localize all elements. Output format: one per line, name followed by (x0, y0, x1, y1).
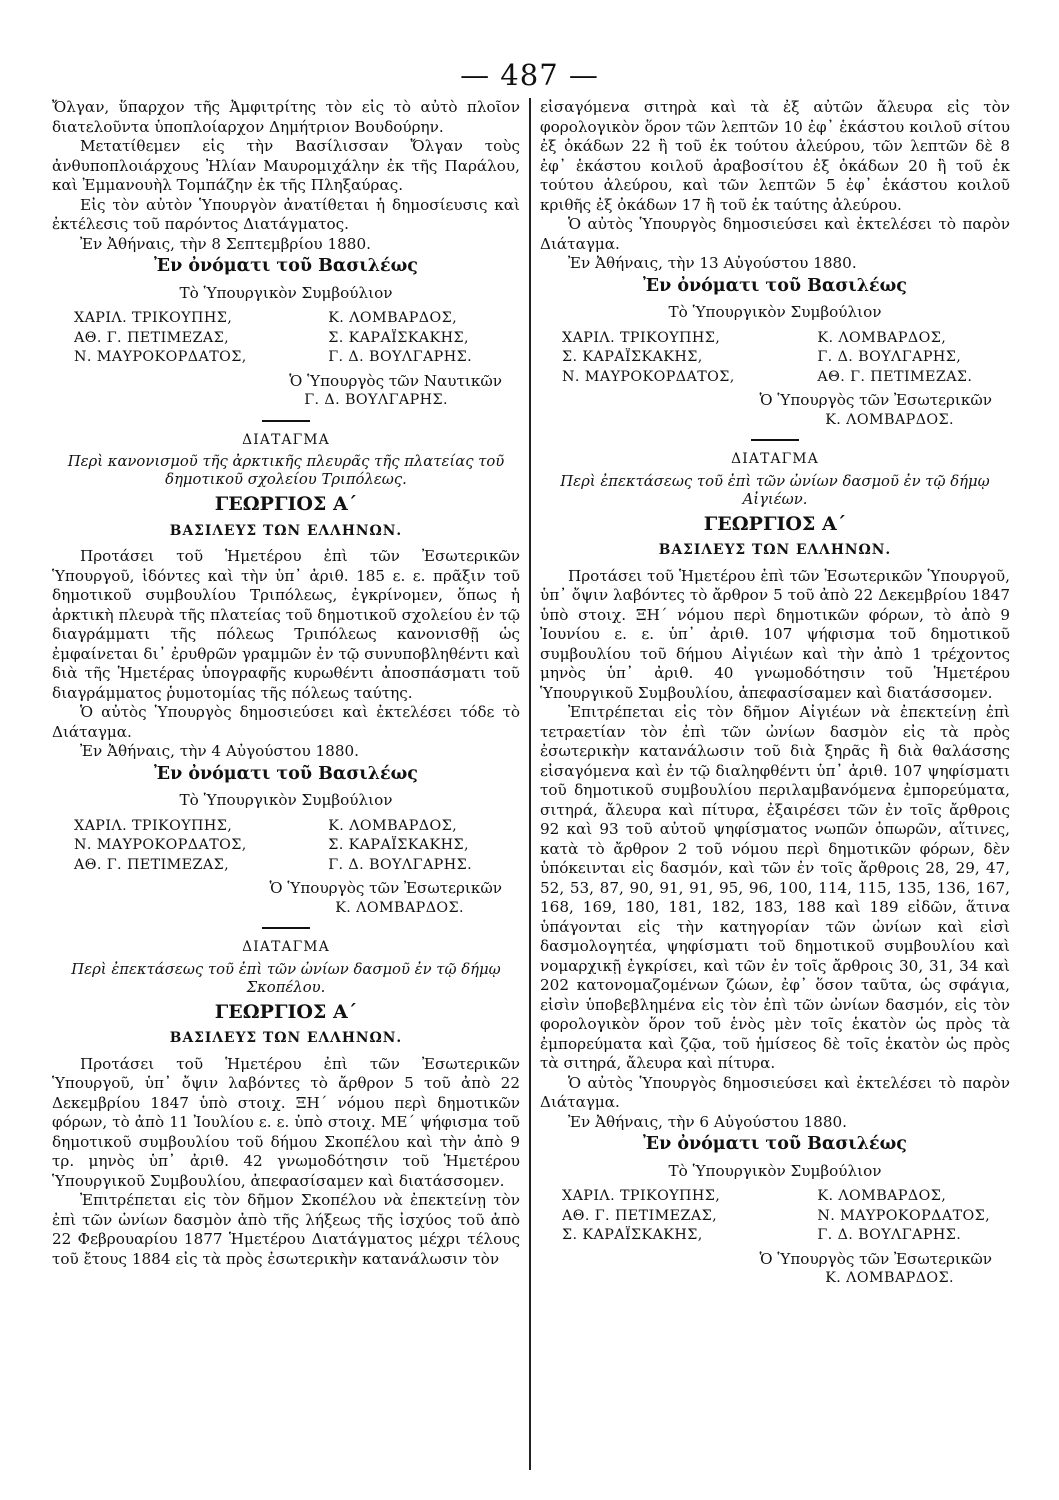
paragraph: εἰσαγόμενα σιτηρὰ καὶ τὰ ἐξ αὐτῶν ἄλευρα εἰς τὸν φορολογικὸν ὅρον τῶν λεπτῶν 10 ἐφ᾿ ἑκάστου κοιλοῦ σίτου ἐξ ὀκάδων 22 ἢ τοῦ ἐκ τούτου ἀλεύρου, τῶν λεπτῶν δὲ 8 ἐφ᾿ ἑκάστου κοιλοῦ ἀραβοσίτου ἐξ ὀκάδων 20 ἢ τοῦ ἐκ τούτου ἀλεύρου, καὶ τῶν λεπτῶν 5 ἐφ᾿ ἑκάστου κοιλοῦ κριθῆς ἐξ ὀκάδων 17 ἢ τοῦ ἐκ ταύτης ἀλεύρου. (540, 98, 1010, 214)
minister-title: Ὁ Ὑπουργὸς τῶν Ἐσωτερικῶν (759, 391, 992, 409)
section-rule (262, 420, 310, 422)
signatory: ΑΘ. Γ. ΠΕΤΙΜΕΖΑΣ, (74, 856, 230, 873)
signatories (52, 817, 520, 876)
signatory: Ν. ΜΑΥΡΟΚΟΡΔΑΤΟΣ, (74, 837, 247, 853)
signatory: Ν. ΜΑΥΡΟΚΟΡΔΑΤΟΣ, (562, 368, 735, 385)
section-rule (751, 439, 799, 441)
signatories (540, 329, 1010, 388)
signatory: Σ. ΚΑΡΑΪΣΚΑΚΗΣ, (562, 1227, 703, 1243)
council-heading: Τὸ Ὑπουργικὸν Συμβούλιον (179, 283, 393, 302)
signatory: Ν. ΜΑΥΡΟΚΟΡΔΑΤΟΣ, (74, 349, 247, 365)
council-heading: Τὸ Ὑπουργικὸν Συμβούλιον (179, 791, 393, 809)
paragraph: Ὄλγαν, ὕπαρχον τῆς Ἀμφιτρίτης τὸν εἰς τὸ αὐτὸ πλοῖον διατελοῦντα ὑποπλοίαρχον Δημήτριον Βουδούρην. (52, 98, 520, 136)
minister-name: Κ. ΛΟΜΒΑΡΔΟΣ. (335, 899, 464, 916)
signatory: Γ. Δ. ΒΟΥΛΓΑΡΗΣ. (328, 349, 473, 365)
signatory: Σ. ΚΑΡΑΪΣΚΑΚΗΣ, (562, 349, 703, 365)
paragraph: Προτάσει τοῦ Ἡμετέρου ἐπὶ τῶν Ἐσωτερικῶν Ὑπουργοῦ, ὑπ᾿ ὄψιν λαβόντες τὸ ἄρθρον 5 τοῦ ἀπὸ 22 Δεκεμβρίου 1847 ὑπὸ στοιχ. ΞΗ΄ νόμου περὶ δημοτικῶν φόρων, τὸ ἀπὸ 11 Ἰουλίου ε. ε. ὑπὸ στοιχ. ΜΕ΄ ψήφισμα τοῦ δημοτικοῦ συμβουλίου τοῦ δήμου Σκοπέλου καὶ τὴν ἀπὸ 9 τρ. μηνὸς ὑπ᾿ ἀριθ. 42 γνωμοδότησιν τοῦ Ἡμετέρου Ὑπουργικοῦ Συμβουλίου, ἀπεφασίσαμεν καὶ διατάσσομεν. (52, 1054, 520, 1190)
decree-date: Ἐν Ἀθήναις, τὴν 4 Αὐγούστου 1880. (80, 742, 359, 760)
signatory: ΧΑΡΙΛ. ΤΡΙΚΟΥΠΗΣ, (562, 1188, 721, 1204)
decree-subject: Περὶ κανονισμοῦ τῆς ἀρκτικῆς πλευρᾶς τῆς πλατείας τοῦ δημοτικοῦ σχολείου Τριπόλεως. (67, 453, 505, 488)
signatory: Γ. Δ. ΒΟΥΛΓΑΡΗΣ, (817, 349, 962, 365)
king-name: ΓΕΩΡΓΙΟΣ Α΄ (703, 512, 847, 535)
decree-heading: ΔΙΑΤΑΓΜΑ (731, 451, 819, 467)
signatory: Κ. ΛΟΜΒΑΡΔΟΣ, (817, 1188, 947, 1204)
signatory: ΑΘ. Γ. ΠΕΤΙΜΕΖΑΣ, (562, 1207, 718, 1224)
paragraph: Προτάσει τοῦ Ἡμετέρου ἐπὶ τῶν Ἐσωτερικῶν Ὑπουργοῦ, ἰδόντες καὶ τὴν ὑπ᾿ ἀριθ. 185 ε. ε. πρᾶξιν τοῦ δημοτικοῦ συμβουλίου Τριπόλεως, ἐγκρίνομεν, ὅπως ἡ ἀρκτικὴ πλευρὰ τῆς πλατείας τοῦ δημοτικοῦ σχολείου ἐν τῷ διαγράμματι τῆς πόλεως Τριπόλεως κανονισθῇ ὡς ἐμφαίνεται δι᾿ ἐρυθρῶν γραμμῶν ἐν τῷ συνυποβληθέντι καὶ διὰ τῆς Ἡμετέρας ὑπογραφῆς κυρωθέντι ἀποσπάσματι τοῦ διαγράμματος ῥυμοτομίας τῆς πόλεως ταύτης. (52, 547, 520, 702)
king-title: ΒΑΣΙΛΕΥΣ ΤΩΝ ΕΛΛΗΝΩΝ. (658, 542, 892, 558)
council-heading: Τὸ Ὑπουργικὸν Συμβούλιον (668, 1161, 882, 1180)
left-column (52, 98, 520, 1269)
paragraph: Ὁ αὐτὸς Ὑπουργὸς δημοσιεύσει καὶ ἐκτελέσει τὸ παρὸν Διάταγμα. (540, 1073, 1010, 1111)
decree-date: Ἐν Ἀθήναις, τὴν 6 Αὐγούστου 1880. (568, 1112, 847, 1131)
paragraph: Ἐπιτρέπεται εἰς τὸν δῆμον Αἰγιέων νὰ ἐπεκτείνῃ ἐπὶ τετραετίαν τὸν ἐπὶ τῶν ὠνίων δασμὸν εἰς τὰ πρὸς ἐσωτερικὴν κατανάλωσιν τοῦ διὰ ξηρᾶς ἢ διὰ θαλάσσης εἰσαγόμενα καὶ ἐν τῷ διαληφθέντι ὑπ᾿ ἀριθ. 107 ψηφίσματι τοῦ δημοτικοῦ συμβουλίου περιλαμβανόμενα ἐμπορεύματα, σιτηρά, ἄλευρα καὶ πίτυρα, ἐξαιρέσει τῶν ἐν τοῖς ἄρθροις 92 καὶ 93 τοῦ αὐτοῦ ψηφίσματος νωπῶν ὀπωρῶν, αἵτινες, κατὰ τὸ ἄρθρον 2 τοῦ νόμου περὶ δημοτικῶν φόρων, δὲν ὑπόκεινται εἰς δασμόν, καὶ τῶν ἐν τοῖς ἄρθροις 28, 29, 47, 52, 53, 87, 90, 91, 91, 95, 96, 100, 114, 115, 135, 136, 167, 168, 169, 180, 181, 182, 183, 188 καὶ 189 εἰδῶν, ἅτινα ὑπάγονται εἰς τὴν κατηγορίαν τῶν ὠνίων καὶ εἰσὶ δασμολογητέα, ψηφίσματι τοῦ δημοτικοῦ συμβουλίου καὶ νομαρχικῇ ἐγκρίσει, καὶ τῶν ἐν τοῖς ἄρθροις 30, 31, 34 καὶ 202 κατονομαζομένων ζώων, ἐφ᾿ ὅσον ταῦτα, ὡς σφάγια, εἰσὶν ὑποβεβλημένα εἰς τὸν ἐπὶ τῶν ὠνίων δασμόν, εἰς τὸν φορολογικὸν ὅρον τοῦ ἑνὸς μὲν τοῖς ἑκατὸν ὡς πρὸς τὰ ἐμπορεύματα καὶ ζῷα, τοῦ ἡμίσεος δὲ τοῖς ἑκατὸν ὡς πρὸς τὰ σιτηρά, ἄλευρα καὶ πίτυρα. (540, 703, 1010, 1072)
king-title: ΒΑΣΙΛΕΥΣ ΤΩΝ ΕΛΛΗΝΩΝ. (169, 522, 403, 539)
in-the-name-heading: Ἐν ὀνόματι τοῦ Βασιλέως (154, 256, 418, 276)
decree-heading: ΔΙΑΤΑΓΜΑ (242, 939, 330, 955)
in-the-name-heading: Ἐν ὀνόματι τοῦ Βασιλέως (643, 1134, 907, 1154)
signatory: Σ. ΚΑΡΑΪΣΚΑΚΗΣ, (328, 837, 469, 853)
section-rule (262, 927, 310, 929)
signatory: ΑΘ. Γ. ΠΕΤΙΜΕΖΑΣ, (74, 329, 230, 346)
paragraph: Ὁ αὐτὸς Ὑπουργὸς δημοσιεύσει καὶ ἐκτελέσει τόδε τὸ Διάταγμα. (52, 703, 520, 741)
signatory: Κ. ΛΟΜΒΑΡΔΟΣ, (328, 817, 458, 834)
paragraph: Μετατίθεμεν εἰς τὴν Βασίλισσαν Ὄλγαν τοὺς ἀνθυποπλοιάρχους Ἠλίαν Μαυρομιχάλην ἐκ τῆς Παράλου, καὶ Ἐμμανουὴλ Τομπάζην ἐκ τῆς Πληξαύρας. (52, 137, 520, 194)
minister-title: Ὁ Ὑπουργὸς τῶν Ἐσωτερικῶν (759, 1249, 992, 1268)
minister-name: Κ. ΛΟΜΒΑΡΔΟΣ. (825, 411, 954, 428)
signatory: Ν. ΜΑΥΡΟΚΟΡΔΑΤΟΣ, (817, 1207, 991, 1224)
council-heading: Τὸ Ὑπουργικὸν Συμβούλιον (668, 303, 882, 321)
column-divider (529, 98, 531, 1470)
minister-name: Κ. ΛΟΜΒΑΡΔΟΣ. (825, 1270, 954, 1286)
signatories (52, 309, 520, 368)
signatory: Γ. Δ. ΒΟΥΛΓΑΡΗΣ. (817, 1227, 962, 1243)
king-title: ΒΑΣΙΛΕΥΣ ΤΩΝ ΕΛΛΗΝΩΝ. (169, 1030, 403, 1046)
right-column (540, 98, 1010, 1289)
minister-name: Γ. Δ. ΒΟΥΛΓΑΡΗΣ. (304, 392, 448, 408)
paragraph: Ἐπιτρέπεται εἰς τὸν δῆμον Σκοπέλου νὰ ἐπεκτείνῃ τὸν ἐπὶ τῶν ὠνίων δασμὸν ἀπὸ τῆς λήξεως τῆς ἰσχύος τοῦ ἀπὸ 22 Φεβρουαρίου 1877 Ἡμετέρου Διατάγματος μέχρι τέλους τοῦ ἔτους 1884 εἰς τὰ πρὸς ἐσωτερικὴν κατανάλωσιν τὸν (52, 1191, 520, 1268)
signatory: Κ. ΛΟΜΒΑΡΔΟΣ, (817, 329, 947, 346)
minister-title: Ὁ Ὑπουργὸς τῶν Ναυτικῶν (289, 371, 502, 390)
decree-heading: ΔΙΑΤΑΓΜΑ (242, 431, 330, 448)
signatory: ΧΑΡΙΛ. ΤΡΙΚΟΥΠΗΣ, (562, 329, 721, 346)
in-the-name-heading: Ἐν ὀνόματι τοῦ Βασιλέως (643, 275, 907, 296)
minister-title: Ὁ Ὑπουργὸς τῶν Ἐσωτερικῶν (269, 879, 502, 897)
signatory: Γ. Δ. ΒΟΥΛΓΑΡΗΣ. (328, 856, 473, 873)
decree-date: Ἐν Ἀθήναις, τὴν 8 Σεπτεμβρίου 1880. (80, 234, 371, 253)
in-the-name-heading: Ἐν ὀνόματι τοῦ Βασιλέως (154, 763, 418, 784)
paragraph: Ὁ αὐτὸς Ὑπουργὸς δημοσιεύσει καὶ ἐκτελέσει τὸ παρὸν Διάταγμα. (540, 215, 1010, 253)
king-name: ΓΕΩΡΓΙΟΣ Α΄ (214, 1000, 358, 1023)
signatory: Σ. ΚΑΡΑΪΣΚΑΚΗΣ, (328, 329, 469, 346)
signatories (540, 1187, 1010, 1246)
paragraph: Προτάσει τοῦ Ἡμετέρου ἐπὶ τῶν Ἐσωτερικῶν Ὑπουργοῦ, ὑπ᾿ ὄψιν λαβόντες τὸ ἄρθρον 5 τοῦ ἀπὸ 22 Δεκεμβρίου 1847 ὑπὸ στοιχ. ΞΗ΄ νόμου περὶ δημοτικῶν φόρων, τὸ ἀπὸ 9 Ἰουνίου ε. ε. ὑπ᾿ ἀριθ. 107 ψήφισμα τοῦ δημοτικοῦ συμβουλίου τοῦ δήμου Αἰγιέων καὶ τὴν ἀπὸ 1 τρέχοντος μηνὸς ὑπ᾿ ἀριθ. 40 γνωμοδότησιν τοῦ Ἡμετέρου Ὑπουργικοῦ Συμβουλίου, ἀπεφασίσαμεν καὶ διατάσσομεν. (540, 566, 1010, 702)
decree-subject: Περὶ ἐπεκτάσεως τοῦ ἐπὶ τῶν ὠνίων δασμοῦ ἐν τῷ δήμῳ Σκοπέλου. (71, 960, 501, 996)
page-number: — 487 — (460, 58, 599, 92)
signatory: ΧΑΡΙΛ. ΤΡΙΚΟΥΠΗΣ, (74, 817, 233, 834)
decree-date: Ἐν Ἀθήναις, τὴν 13 Αὐγούστου 1880. (568, 254, 857, 272)
king-name: ΓΕΩΡΓΙΟΣ Α΄ (214, 493, 358, 515)
signatory: Κ. ΛΟΜΒΑΡΔΟΣ, (328, 310, 458, 326)
signatory: ΑΘ. Γ. ΠΕΤΙΜΕΖΑΣ. (817, 368, 973, 385)
signatory: ΧΑΡΙΛ. ΤΡΙΚΟΥΠΗΣ, (74, 310, 233, 326)
paragraph: Εἰς τὸν αὐτὸν Ὑπουργὸν ἀνατίθεται ἡ δημοσίευσις καὶ ἐκτέλεσις τοῦ παρόντος Διατάγματος. (52, 195, 520, 233)
decree-subject: Περὶ ἐπεκτάσεως τοῦ ἐπὶ τῶν ὠνίων δασμοῦ ἐν τῷ δήμῳ Αἰγιέων. (560, 472, 990, 508)
